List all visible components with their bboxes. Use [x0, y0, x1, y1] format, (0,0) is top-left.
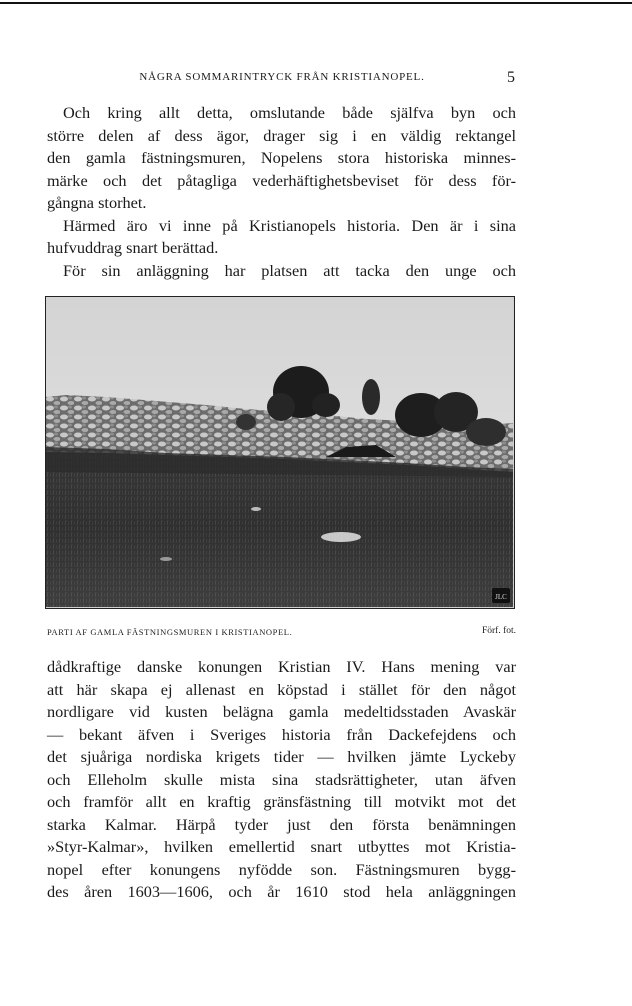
text-block-bottom [47, 656, 516, 904]
text-line: För sin anläggning har platsen att tacka den unge och [63, 260, 516, 280]
monogram: JLC [495, 593, 507, 601]
text-line: och framför allt en kraftig gränsfästning till motvikt mot det [47, 792, 516, 811]
stone-in-grass [160, 557, 172, 561]
text-line: det sjuåriga nordiska krigets tider — hvilken jämte Lyckeby [47, 747, 516, 766]
text-line: Och kring allt detta, omslutande både själfva byn och [63, 103, 516, 122]
top-rule [0, 2, 632, 4]
running-head: NÅGRA SOMMARINTRYCK FRÅN KRISTIANOPEL. [139, 71, 425, 83]
text-line: den gamla fästningsmuren, Nopelens stora historiska minnes- [47, 148, 516, 167]
stone-in-grass [251, 507, 261, 511]
paragraph [47, 656, 516, 904]
paragraph [47, 215, 516, 260]
text-line: nopel efter konungens nyfödde son. Fästningsmuren bygg- [47, 859, 516, 879]
text-block-top [47, 102, 516, 282]
text-line: dådkraftige danske konungen Kristian IV. Hans mening var [47, 657, 516, 676]
paragraph [47, 260, 516, 283]
text-line: »Styr-Kalmar», hvilken emellertid snart utbyttes mot Kristia- [47, 837, 516, 856]
text-line: och Elleholm skulle mista sina stadsrättigheter, utan äfven [47, 769, 516, 789]
page-number: 5 [507, 69, 515, 86]
text-line: — bekant äfven i Sveriges historia från Dackefejdens och [47, 724, 516, 744]
text-line: Härmed äro vi inne på Kristianopels historia. Den är i sina [63, 215, 516, 235]
text-line: större delen af dess ägor, drager sig i en väldig rektangel [47, 125, 516, 145]
text-line: nordligare vid kusten belägna gamla medeltidsstaden Avaskär [47, 702, 516, 721]
text-line: att här skapa ej allenast en köpstad i stället för den något [47, 679, 516, 699]
photo-credit: Förf. fot. [481, 626, 516, 636]
text-line: des åren 1603—1606, och år 1610 stod hela anläggningen [47, 882, 516, 901]
text-line: märke och det påtagliga vederhäftighetsbeviset för dess för- [47, 170, 516, 190]
photo-fortress-wall [45, 296, 515, 609]
figure-caption: PARTI AF GAMLA FÄSTNINGSMUREN I KRISTIANOPEL. [47, 627, 293, 637]
text-line: hufvuddrag snart berättad. [47, 238, 219, 257]
text-line: gångna storhet. [47, 193, 147, 212]
text-line: starka Kalmar. Härpå tyder just den första benämningen [47, 814, 516, 834]
stone-in-grass [321, 532, 361, 542]
paragraph [47, 102, 516, 215]
